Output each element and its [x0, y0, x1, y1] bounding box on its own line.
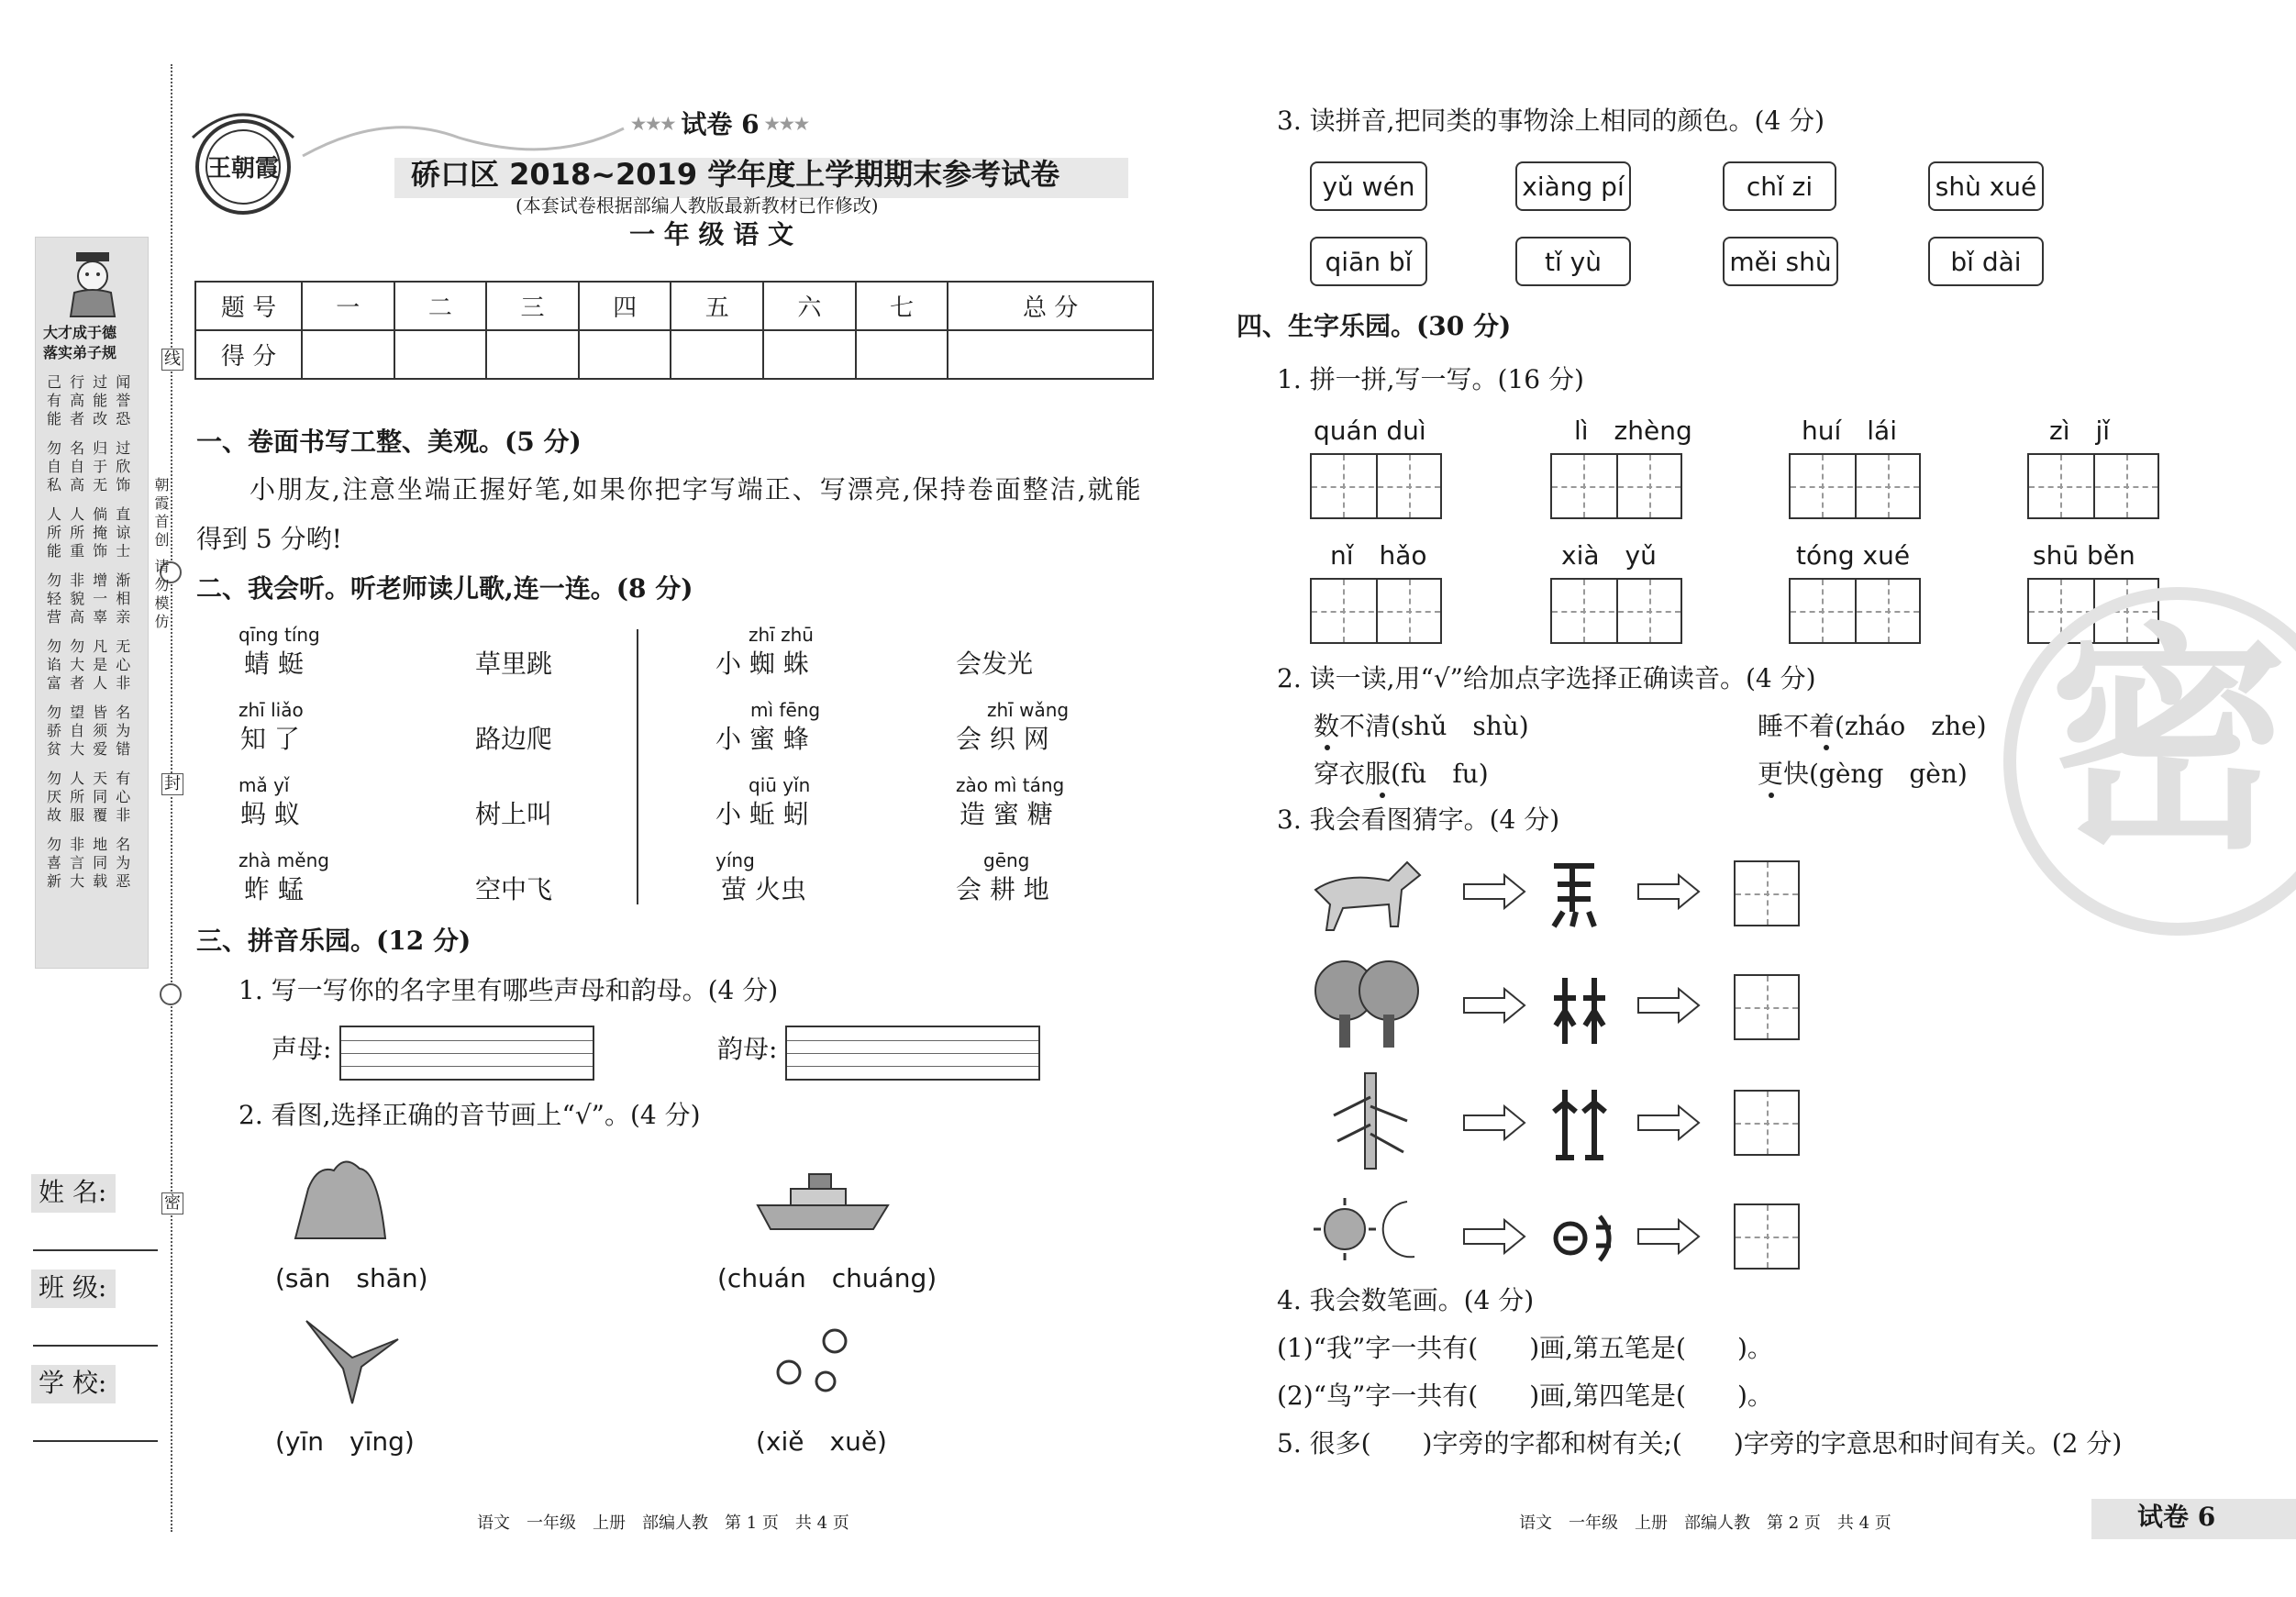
listen-match: 造 蜜 糖 [959, 799, 1053, 829]
listen-pinyin: yíng [715, 849, 755, 871]
score-label-cell: 得 分 [195, 330, 302, 379]
syllable-option[interactable]: (sān shān) [275, 1263, 428, 1293]
scholar-cartoon-icon [56, 247, 129, 320]
reading-item[interactable]: 穿衣服(fù fu) [1314, 759, 1489, 789]
class-input[interactable] [33, 1345, 158, 1347]
answer-box[interactable] [1734, 1090, 1800, 1156]
listen-match: 空中飞 [475, 874, 553, 904]
dot-mark [1824, 745, 1829, 750]
exam-subtitle: (本套试卷根据部编人教版最新教材已作修改) [516, 194, 879, 216]
stamp-text: 密 [2049, 604, 2288, 882]
ship-icon [754, 1165, 892, 1238]
name-label: 姓 名: [39, 1177, 107, 1207]
listen-match: 树上叫 [475, 799, 553, 829]
brand-text: 王朝霞 [206, 155, 280, 183]
horse-icon [1306, 853, 1425, 936]
section3-q1: 1. 写一写你的名字里有哪些声母和韵母。(4 分) [238, 975, 779, 1005]
score-table-row [195, 330, 1153, 379]
cut-circle-2 [160, 983, 182, 1005]
listen-pinyin: zhī zhū [749, 624, 814, 646]
footer-tag: 试卷 6 [2137, 1502, 2216, 1532]
name-input[interactable] [33, 1249, 158, 1251]
grid-pinyin: huí lái [1802, 416, 1897, 446]
grid-pinyin: nǐ hǎo [1330, 540, 1427, 571]
score-table [194, 281, 1154, 380]
side-mark-c: 密 [161, 1192, 183, 1214]
section1-line2: 得到 5 分哟! [196, 524, 342, 554]
pinyin-box[interactable]: shù xué [1928, 161, 2044, 211]
grid-pinyin: quán duì [1314, 416, 1426, 446]
score-header-cell: 二 [394, 282, 487, 330]
listen-pinyin: mǎ yǐ [238, 774, 290, 796]
side-mark-a: 线 [161, 349, 183, 371]
eagle-icon [297, 1312, 407, 1413]
listen-word: 小 蚯 蚓 [715, 799, 809, 829]
s4q2: 2. 读一读,用“√”给加点字选择正确读音。(4 分) [1277, 663, 1816, 693]
syllable-option[interactable]: (chuán chuáng) [717, 1263, 937, 1293]
score-header-cell: 题 号 [195, 282, 302, 330]
school-label: 学 校: [39, 1368, 107, 1398]
listen-pinyin: mì fēng [750, 699, 821, 721]
grid-pinyin: lì zhèng [1574, 416, 1692, 446]
score-table-row [195, 282, 1153, 330]
score-header-cell: 六 [763, 282, 856, 330]
arrow-icon [1462, 987, 1526, 1024]
s4q5: 5. 很多( )字旁的字都和树有关;( )字旁的字意思和时间有关。(2 分) [1277, 1428, 2123, 1458]
shengmu-input[interactable] [339, 1026, 594, 1081]
pinyin-box[interactable]: qiān bǐ [1310, 237, 1427, 286]
listen-pinyin: zhà měng [238, 849, 329, 871]
side-text-copyright: 朝霞首创 请勿模仿 [152, 477, 170, 633]
confidential-stamp [2003, 587, 2296, 936]
s4q1: 1. 拼一拼,写一写。(16 分) [1277, 364, 1584, 394]
listen-word: 蚱 蜢 [244, 874, 304, 904]
pinyin-box[interactable]: bǐ dài [1928, 237, 2044, 286]
writing-grid[interactable] [1550, 453, 1682, 519]
writing-grid[interactable] [1550, 578, 1682, 644]
mountain-icon [290, 1152, 391, 1244]
writing-grid[interactable] [2027, 453, 2159, 519]
score-header-cell: 总 分 [948, 282, 1153, 330]
paper-tag-text: 试卷 6 [681, 109, 760, 139]
section3-title: 三、拼音乐园。(12 分) [196, 926, 471, 956]
yunmu-label: 韵母: [717, 1034, 778, 1064]
grade-subject: 一 年 级 语 文 [629, 219, 793, 250]
listen-pinyin: qiū yǐn [749, 774, 811, 796]
score-header-cell: 一 [302, 282, 394, 330]
grid-pinyin: xià yǔ [1561, 540, 1657, 571]
s4q3: 3. 我会看图猜字。(4 分) [1277, 804, 1560, 835]
listen-pinyin: gēng [983, 849, 1030, 871]
listen-word: 小 蜜 蜂 [715, 724, 809, 754]
score-input-cell[interactable] [763, 330, 856, 379]
listen-pinyin: zhī liǎo [238, 699, 304, 721]
answer-box[interactable] [1734, 1203, 1800, 1270]
section3-q2: 2. 看图,选择正确的音节画上“√”。(4 分) [238, 1100, 701, 1130]
pinyin-box[interactable]: yǔ wén [1310, 161, 1427, 211]
ancient-char-bamboo-icon [1550, 1084, 1609, 1161]
ancient-char-bright-icon [1550, 1209, 1624, 1268]
trees-icon [1312, 954, 1422, 1049]
score-input-cell[interactable] [579, 330, 671, 379]
pinyin-box[interactable]: tǐ yù [1515, 237, 1631, 286]
writing-grid[interactable] [1789, 578, 1921, 644]
answer-box[interactable] [1734, 974, 1800, 1040]
motto-top-2: 落实弟子规 [43, 344, 117, 361]
motto-text: 己 行 过 闻 有 高 能 誉 能 者 改 恐 勿 名 归 过 自 自 于 欣 私 高 无 饰 人 人 倘 直 所 所 掩 谅 能 重 饰 士 勿 非 增 渐 轻 貌 一 相 营 高 辜 亲 勿 勿 凡 无 谄 大 是 心 富 者 人 非 勿 望 皆 名 骄 自 须 为 贫 大 爱 错 勿 人 天 有 厌 所 同 心 故 服 覆 非 勿 非 地 名 喜 言 同 为 新 大 载 恶 [47, 373, 133, 890]
score-input-cell[interactable] [948, 330, 1153, 379]
bamboo-icon [1325, 1070, 1413, 1170]
listen-pinyin: zào mì táng [956, 774, 1065, 796]
syllable-option[interactable]: (xiě xuě) [756, 1426, 887, 1457]
class-label: 班 级: [39, 1272, 107, 1303]
pinyin-box[interactable]: xiàng pí [1515, 161, 1631, 211]
dot-mark [1769, 793, 1774, 798]
sun-moon-icon [1312, 1192, 1431, 1266]
score-header-cell: 五 [671, 282, 763, 330]
score-input-cell[interactable] [671, 330, 763, 379]
exam-title: 硚口区 2018~2019 学年度上学期期末参考试卷 [411, 157, 1060, 192]
reading-item[interactable]: 更快(gèng gèn) [1758, 759, 1968, 789]
pinyin-box[interactable]: chǐ zi [1723, 161, 1836, 211]
s4q4b: (2)“鸟”字一共有( )画,第四笔是( )。 [1277, 1381, 1773, 1411]
s4q4a: (1)“我”字一共有( )画,第五笔是( )。 [1277, 1333, 1773, 1363]
s4q4: 4. 我会数笔画。(4 分) [1277, 1285, 1535, 1315]
shengmu-label: 声母: [272, 1034, 332, 1064]
listen-match: 草里跳 [475, 649, 553, 679]
writing-grid[interactable] [1789, 453, 1921, 519]
writing-grid[interactable] [1310, 453, 1442, 519]
score-input-cell[interactable] [486, 330, 579, 379]
score-input-cell[interactable] [302, 330, 394, 379]
section4-title: 四、生字乐园。(30 分) [1237, 311, 1512, 341]
section1-line1: 小朋友,注意坐端正握好笔,如果你把字写端正、写漂亮,保持卷面整洁,就能 [250, 474, 1143, 505]
paper-tag: ★★★ 试卷 6 ★★★ [631, 109, 810, 139]
listen-word: 萤 火虫 [721, 874, 806, 904]
cut-line [171, 64, 172, 1532]
listen-word: 蚂 蚁 [240, 799, 300, 829]
arrow-icon [1462, 1218, 1526, 1255]
listen-pinyin: zhī wǎng [987, 699, 1070, 721]
dot-mark [1325, 745, 1330, 750]
footer-left: 语文 一年级 上册 部编人教 第 1 页 共 4 页 [477, 1514, 849, 1533]
score-input-cell[interactable] [856, 330, 948, 379]
yunmu-input[interactable] [785, 1026, 1040, 1081]
motto-top-1: 大才成于德 [43, 324, 117, 341]
listen-match: 会 耕 地 [956, 874, 1049, 904]
reading-item[interactable]: 数不清(shǔ shù) [1314, 711, 1529, 741]
arrow-icon [1636, 873, 1701, 910]
writing-grid[interactable] [1310, 578, 1442, 644]
listen-word: 蜻 蜓 [244, 649, 304, 679]
footer-right: 语文 一年级 上册 部编人教 第 2 页 共 4 页 [1519, 1514, 1891, 1533]
grid-pinyin: zì jǐ [2049, 416, 2111, 446]
score-header-cell: 七 [856, 282, 948, 330]
ancient-char-forest-icon [1550, 974, 1609, 1048]
ancient-char-horse-icon [1545, 857, 1603, 930]
section2-divider [637, 629, 638, 904]
listen-match: 会发光 [956, 649, 1034, 679]
snowflake-icon [761, 1317, 862, 1400]
arrow-icon [1462, 873, 1526, 910]
listen-word: 小 蜘 蛛 [715, 649, 809, 679]
school-input[interactable] [33, 1440, 158, 1442]
grid-pinyin: shū běn [2033, 540, 2135, 571]
listen-match: 会 织 网 [956, 724, 1049, 754]
arrow-icon [1636, 1104, 1701, 1141]
arrow-icon [1636, 1218, 1701, 1255]
answer-box[interactable] [1734, 860, 1800, 926]
arrow-icon [1462, 1104, 1526, 1141]
arrow-icon [1636, 987, 1701, 1024]
listen-pinyin: qīng tíng [238, 624, 320, 646]
reading-item[interactable]: 睡不着(zháo zhe) [1758, 711, 1987, 741]
q3-title: 3. 读拼音,把同类的事物涂上相同的颜色。(4 分) [1277, 105, 1825, 136]
listen-match: 路边爬 [475, 724, 553, 754]
grid-pinyin: tóng xué [1796, 540, 1911, 571]
listen-word: 知 了 [240, 724, 300, 754]
syllable-option[interactable]: (yīn yīng) [275, 1426, 415, 1457]
score-input-cell[interactable] [394, 330, 487, 379]
dot-mark [1380, 793, 1385, 798]
score-header-cell: 四 [579, 282, 671, 330]
pinyin-box[interactable]: měi shù [1723, 237, 1838, 286]
sidebar-motto-panel [35, 237, 149, 969]
score-header-cell: 三 [486, 282, 579, 330]
side-mark-b: 封 [161, 773, 183, 795]
section2-title: 二、我会听。听老师读儿歌,连一连。(8 分) [196, 573, 693, 604]
section1-title: 一、卷面书写工整、美观。(5 分) [196, 427, 582, 457]
